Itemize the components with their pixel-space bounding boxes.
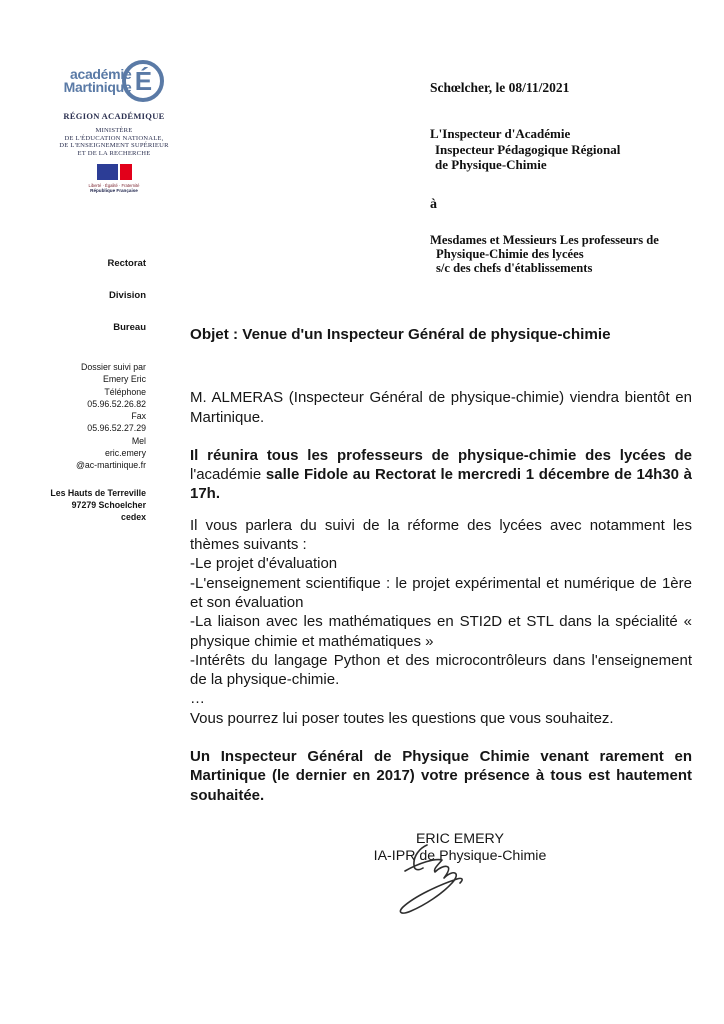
french-flag-icon — [97, 164, 132, 180]
topic-item: -La liaison avec les mathématiques en STI2D et STL dans la spécialité « physique chimie et mathématiques » — [190, 613, 692, 650]
region-academique-label: RÉGION ACADÉMIQUE — [63, 111, 165, 121]
flag-blue-panel — [97, 164, 118, 180]
contact-line: Téléphone — [104, 386, 146, 397]
paragraph-meeting — [190, 446, 692, 504]
sender-line: Inspecteur Pédagogique Régional — [435, 141, 621, 157]
address-line: cedex — [121, 512, 146, 523]
ellipsis-line: … — [190, 690, 205, 708]
recipient-line: Physique-Chimie des lycées — [436, 246, 584, 261]
letter-header-right — [430, 80, 710, 275]
address-line: 97279 Schoelcher — [71, 499, 146, 510]
handwritten-signature — [385, 840, 480, 922]
sidebar-division-label: Division — [109, 290, 146, 301]
contact-line: 05.96.52.27.29 — [87, 423, 146, 434]
academie-e-glyph: É — [134, 65, 153, 96]
sender-line: de Physique-Chimie — [435, 157, 547, 172]
sender-block — [430, 126, 710, 173]
meeting-bold-2: salle Fidole au Rectorat le mercredi 1 décembre de 14h30 à 17h. — [190, 466, 693, 503]
contact-line: Emery Eric — [102, 374, 146, 385]
contact-line: 05.96.52.26.82 — [87, 398, 146, 409]
recipient-line: Mesdames et Messieurs Les professeurs de — [430, 232, 659, 247]
paragraph-intro: M. ALMERAS (Inspecteur Général de physique-chimie) viendra bientôt en Martinique. — [190, 389, 692, 426]
to-label: à — [430, 196, 437, 212]
recipient-line: s/c des chefs d'établissements — [436, 260, 593, 275]
contact-line: Fax — [131, 411, 146, 422]
paragraph-closing: Un Inspecteur Général de Physique Chimie venant rarement en Martinique (le dernier en 2017) votre présence à tous est hautement souhaitée. — [190, 748, 692, 804]
meeting-bold-1: Il réunira tous les professeurs de physique-chimie des lycées de — [190, 446, 692, 464]
sidebar-contact-block — [40, 361, 146, 472]
sidebar-bureau-label: Bureau — [113, 322, 146, 333]
meeting-regular: l'académie — [190, 466, 266, 484]
flag-red-panel — [120, 164, 132, 180]
contact-line: eric.emery — [104, 448, 146, 459]
topic-item: -Intérêts du langage Python et des microcontrôleurs dans l'enseignement de la physique-chimie. — [190, 651, 692, 689]
questions-line: Vous pourrez lui poser toutes les questions que vous souhaitez. — [190, 709, 614, 727]
sidebar-address-block — [40, 487, 146, 524]
topic-item: -L'enseignement scientifique : le projet expérimental et numérique de 1ère et son évaluation — [190, 574, 692, 611]
contact-line: @ac-martinique.fr — [75, 460, 146, 471]
emblem-motto: Liberté · Égalité · Fraternité — [88, 183, 140, 189]
date-line: Schœlcher, le 08/11/2021 — [430, 80, 570, 95]
academie-logo-block — [34, 60, 194, 194]
signature-title: IA-IPR de Physique-Chimie — [373, 847, 547, 864]
ministry-line: MINISTÈRE — [95, 127, 133, 134]
topics-intro: Il vous parlera du suivi de la réforme des lycées avec notamment les thèmes suivants : — [190, 516, 692, 554]
contact-line: Dossier suivi par — [80, 362, 146, 372]
ministry-line: DE L'ÉDUCATION NATIONALE, — [64, 134, 164, 142]
academie-wordmark-line2: Martinique — [63, 79, 132, 95]
emblem-republique: République Française — [90, 188, 138, 194]
academie-wordmark — [64, 68, 132, 94]
french-republic-emblem — [34, 164, 194, 194]
academie-wordmark-line1: académie — [69, 66, 132, 82]
signature-name: ERIC EMERY — [415, 830, 505, 847]
contact-line: Mel — [131, 435, 146, 446]
topic-item: -Le projet d'évaluation — [190, 555, 338, 573]
ministry-line: ET DE LA RECHERCHE — [77, 149, 151, 157]
letter-body — [190, 325, 692, 865]
ministry-line: DE L'ENSEIGNEMENT SUPÉRIEUR — [59, 142, 169, 150]
address-line: Les Hauts de Terreville — [50, 487, 146, 498]
sender-line: L'Inspecteur d'Académie — [430, 126, 571, 141]
ministry-block — [34, 127, 194, 157]
paragraph-topics — [190, 516, 692, 728]
letterhead-sidebar — [40, 258, 146, 524]
sidebar-rectorat-label: Rectorat — [107, 258, 146, 269]
recipient-block — [430, 233, 710, 275]
objet-line: Objet : Venue d'un Inspecteur Général de physique-chimie — [190, 326, 611, 343]
academie-logo — [34, 60, 194, 102]
